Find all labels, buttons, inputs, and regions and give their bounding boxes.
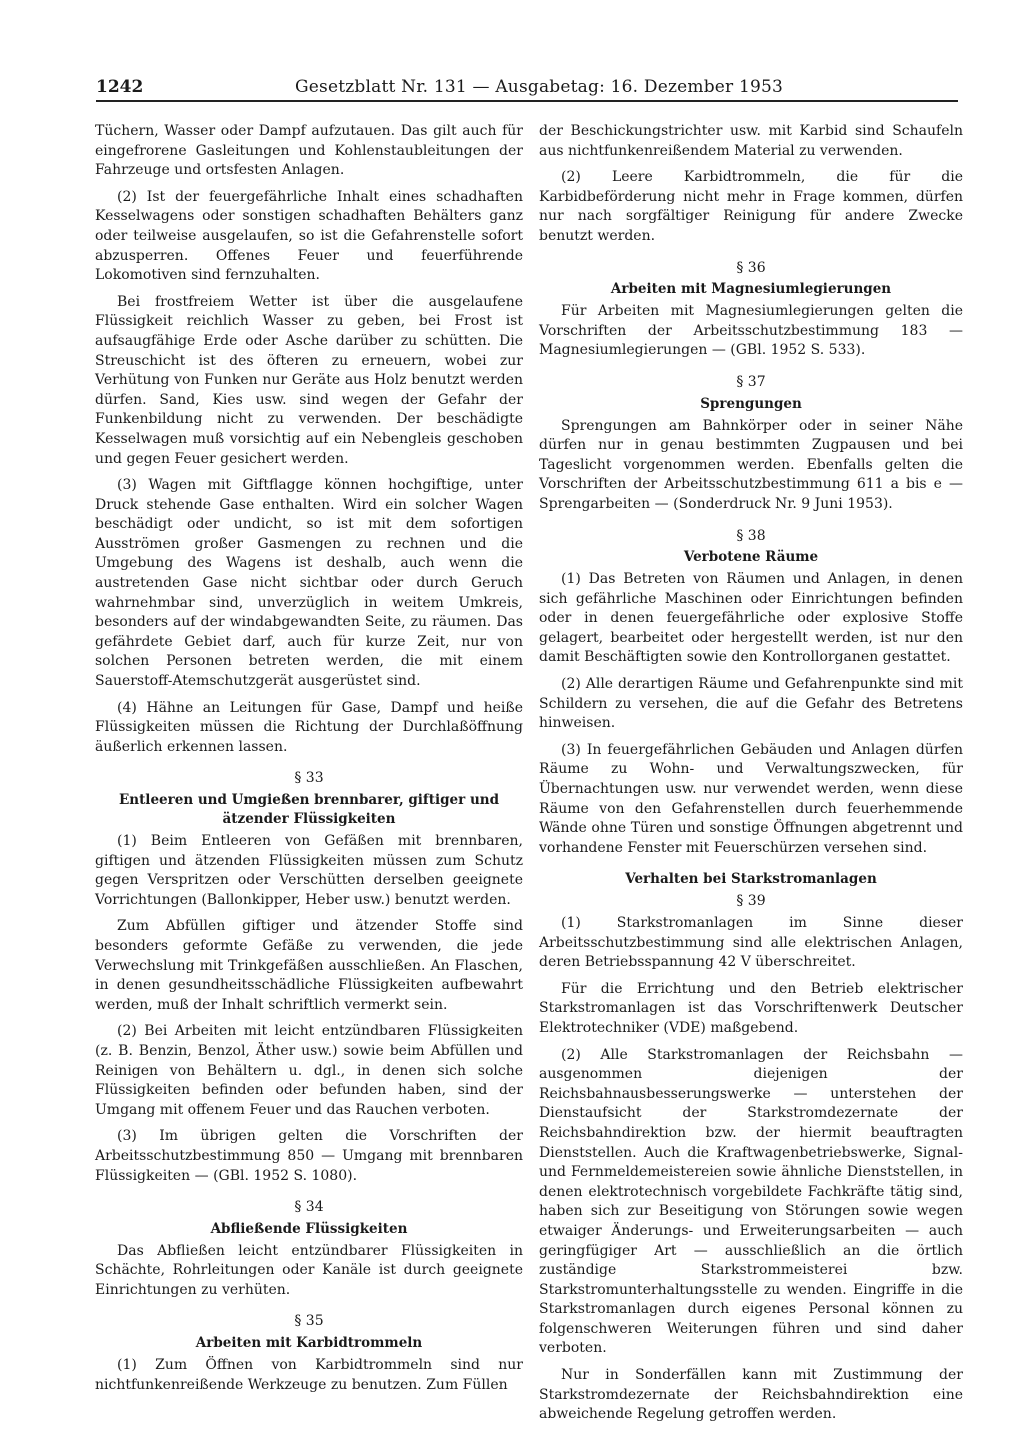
section-number: § 37 [736, 373, 766, 390]
left-column [95, 122, 523, 1402]
page-number: 1242 [96, 77, 144, 97]
paragraph: der Beschickungstrichter usw. mit Karbid sind Schaufeln aus nichtfunkenreißendem Material zu verwenden. [539, 123, 963, 159]
section-number: § 34 [294, 1199, 324, 1216]
paragraph: (2) Leere Karbidtrommeln, die für die Karbidbeförderung nicht mehr in Frage kommen, dürfen nur nach sorgfältiger Reinigung für andere Zwecke benutzt werden. [539, 169, 963, 244]
right-column [539, 122, 963, 1432]
paragraph: (3) Im übrigen gelten die Vorschriften der Arbeitsschutzbestimmung 850 — Umgang mit brennbaren Flüssigkeiten — (GBl. 1952 S. 1080). [95, 1128, 523, 1184]
section-number: § 33 [294, 770, 324, 787]
paragraph: (1) Zum Öffnen von Karbidtrommeln sind nur nichtfunkenreißende Werkzeuge zu benutzen. Zum Füllen [95, 1357, 523, 1393]
paragraph: Das Abfließen leicht entzündbarer Flüssigkeiten in Schächte, Rohrleitungen oder Kanäle ist durch geeignete Einrichtungen zu verhüten. [95, 1242, 523, 1298]
gazette-title: Gesetzblatt Nr. 131 — Ausgabetag: 16. Dezember 1953 [295, 77, 784, 97]
section-title: Entleeren und Umgießen brennbarer, giftiger und ätzender Flüssigkeiten [118, 792, 500, 827]
paragraph: (2) Alle derartigen Räume und Gefahrenpunkte sind mit Schildern zu versehen, die auf die Gefahr des Betretens hinweisen. [539, 676, 963, 732]
section-number: § 35 [294, 1313, 324, 1330]
section-title: Arbeiten mit Magnesiumlegierungen [610, 281, 892, 298]
paragraph: (1) Das Betreten von Räumen und Anlagen, in denen sich gefährliche Maschinen oder Einrichtungen befinden oder in denen feuergefährliche oder explosive Stoffe gelagert, bearbeitet oder hergestellt werden, ist nur den damit Beschäftigten sowie den Kontrollorganen gestattet. [539, 571, 963, 666]
section-title: Sprengungen [700, 395, 802, 412]
paragraph: (2) Bei Arbeiten mit leicht entzündbaren Flüssigkeiten (z. B. Benzin, Benzol, Äther usw.) sowie beim Abfüllen und Reinigen von Behältern u. dgl., in denen sich solche Flüssigkeiten befinden oder befunden haben, sind der Umgang mit offenem Feuer und das Rauchen verboten. [95, 1023, 523, 1118]
paragraph: (1) Starkstromanlagen im Sinne dieser Arbeitsschutzbestimmung sind alle elektrischen Anlagen, deren Betriebsspannung 42 V überschreitet. [539, 915, 963, 971]
paragraph: Bei frostfreiem Wetter ist über die ausgelaufene Flüssigkeit reichlich Wasser zu geben, bei Frost ist aufsaugfähige Erde oder Asche darüber zu schütten. Die Streuschicht ist des öfteren zu erneuern, wobei zur Verhütung von Funken nur Geräte aus Holz benutzt werden dürfen. Sand, Kies usw. sind wegen der Gefahr der Funkenbildung nicht zu verwenden. Der beschädigte Kesselwagen muß vorsichtig auf ein Nebengleis geschoben und gegen Feuer gesichert werden. [95, 293, 523, 467]
paragraph: Tüchern, Wasser oder Dampf aufzutauen. Das gilt auch für eingefrorene Gasleitungen und Kohlenstaubleitungen der Fahrzeuge und ortsfesten Anlagen. [95, 123, 523, 179]
paragraph: Zum Abfüllen giftiger und ätzender Stoffe sind besonders geformte Gefäße zu verwenden, die jede Verwechslung mit Trinkgefäßen ausschließen. An Flaschen, in denen gesundheitsschädliche Flüssigkeiten aufbewahrt werden, muß der Inhalt schriftlich vermerkt sein. [95, 918, 523, 1013]
header-rule [96, 100, 958, 102]
section-number: § 39 [736, 893, 766, 910]
paragraph: (3) Wagen mit Giftflagge können hochgiftige, unter Druck stehende Gase enthalten. Wird ein solcher Wagen beschädigt oder undicht, so ist mit dem sofortigen Ausströmen großer Gasmengen zu rechnen und die Umgebung des Wagens ist deshalb, auch wenn die austretenden Gase nicht sichtbar oder durch Geruch wahrnehmbar sind, unverzüglich in weitem Umkreis, besonders auf der windabgewandten Seite, zu räumen. Das gefährdete Gebiet darf, auch für kurze Zeit, nur von solchen Personen betreten werden, die mit einem Sauerstoff-Atemschutzgerät ausgerüstet sind. [95, 477, 523, 690]
paragraph: Sprengungen am Bahnkörper oder in seiner Nähe dürfen nur in genau bestimmten Zugpausen und bei Tageslicht vorgenommen werden. Ebenfalls gelten die Vorschriften der Arbeitsschutzbestimmung 611 a bis e — Sprengarbeiten — (Sonderdruck Nr. 9 Juni 1953). [539, 417, 963, 512]
paragraph: Nur in Sonderfällen kann mit Zustimmung der Starkstromdezernate der Reichsbahndirektion eine abweichende Regelung getroffen werden. [539, 1367, 963, 1423]
paragraph: Für Arbeiten mit Magnesiumlegierungen gelten die Vorschriften der Arbeitsschutzbestimmung 183 — Magnesiumlegierungen — (GBl. 1952 S. 533). [539, 303, 963, 359]
section-title: Verbotene Räume [683, 549, 819, 566]
paragraph: (4) Hähne an Leitungen für Gase, Dampf und heiße Flüssigkeiten müssen die Richtung der Durchlaßöffnung äußerlich erkennen lassen. [95, 699, 523, 755]
paragraph: Für die Errichtung und den Betrieb elektrischer Starkstromanlagen ist das Vorschriftenwerk Deutscher Elektrotechniker (VDE) maßgebend. [539, 980, 963, 1036]
section-number: § 36 [736, 259, 766, 276]
page-header [96, 73, 954, 103]
section-heading: Verhalten bei Starkstromanlagen [625, 871, 877, 888]
section-number: § 38 [736, 527, 766, 544]
section-title: Abfließende Flüssigkeiten [210, 1220, 408, 1237]
paragraph: (2) Alle Starkstromanlagen der Reichsbahn — ausgenommen diejenigen der Reichsbahnausbesserungswerke — unterstehen der Dienstaufsicht der Starkstromdezernate der Reichsbahndirektion bzw. der hiermit beauftragten Dienststellen. Auch die Kraftwagenbetriebswerke, Signal- und Fernmeldemeistereien sowie ähnliche Dienststellen, in denen elektrotechnisch vorgebildete Fachkräfte tätig sind, haben sich zur Beseitigung von Störungen sowie wegen etwaiger Änderungs- und Erweiterungsarbeiten — auch geringfügiger Art — ausschließlich an die örtlich zuständige Starkstrommeisterei bzw. Starkstromunterhaltungsstelle zu wenden. Eingriffe in die Starkstromanlagen durch eigenes Personal können zu folgenschweren Weiterungen führen und sind daher verboten. [539, 1046, 963, 1357]
section-title: Arbeiten mit Karbidtrommeln [195, 1335, 423, 1352]
paragraph: (2) Ist der feuergefährliche Inhalt eines schadhaften Kesselwagens oder sonstigen schadhaften Behälters ganz oder teilweise ausgelaufen, so ist die Gefahrenstelle sofort abzusperren. Offenes Feuer und feuerführende Lokomotiven sind fernzuhalten. [95, 188, 523, 284]
paragraph: (3) In feuergefährlichen Gebäuden und Anlagen dürfen Räume zu Wohn- und Verwaltungszwecken, für Übernachtungen usw. nur verwendet werden, wenn diese Räume von den Gefahrenstellen durch feuerhemmende Wände ohne Türen und sonstige Öffnungen abgetrennt und vorhandene Fenster mit Feuerschürzen versehen sind. [539, 741, 963, 856]
paragraph: (1) Beim Entleeren von Gefäßen mit brennbaren, giftigen und ätzenden Flüssigkeiten müssen zum Schutz gegen Verspritzen oder Verschütten derselben geeignete Vorrichtungen (Ballonkipper, Heber usw.) benutzt werden. [95, 833, 523, 908]
